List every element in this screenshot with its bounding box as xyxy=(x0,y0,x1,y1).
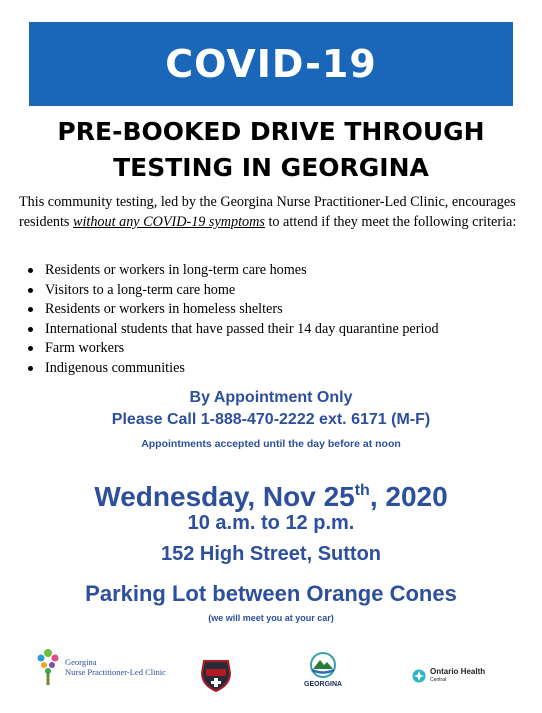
appointment-phone: Please Call 1-888-470-2222 ext. 6171 (M-F) xyxy=(111,411,431,428)
ontario-health-logo xyxy=(412,667,485,685)
np-clinic-line-1: Georgina xyxy=(65,657,97,667)
intro-paragraph xyxy=(19,192,524,232)
np-clinic-text xyxy=(65,657,166,677)
event-time: 10 a.m. to 12 p.m. xyxy=(187,512,355,534)
criteria-list xyxy=(19,261,529,379)
event-date-year: , 2020 xyxy=(369,481,448,512)
event-address: 152 High Street, Sutton xyxy=(160,543,382,565)
intro-part-1: This community testing, led by the Georgina Nurse Practitioner-Led Clinic, encourages residents xyxy=(19,194,516,230)
list-item: Indigenous communities xyxy=(19,359,529,379)
paramedic-badge-icon xyxy=(200,659,232,693)
list-item: Farm workers xyxy=(19,339,529,359)
tree-people-icon xyxy=(34,647,62,687)
ontario-health-region: Central xyxy=(430,677,447,683)
event-date-main: Wednesday, Nov 25 xyxy=(94,481,355,512)
headline-line-1: PRE-BOOKED DRIVE THROUGH xyxy=(57,117,485,146)
event-date xyxy=(0,473,542,515)
ontario-health-text xyxy=(430,667,485,685)
np-clinic-logo xyxy=(34,647,166,687)
ontario-health-name: Ontario Health xyxy=(430,667,486,676)
covid-banner xyxy=(29,22,513,106)
headline-line-2: TESTING IN GEORGINA xyxy=(113,153,429,182)
list-item: International students that have passed their 14 day quarantine period xyxy=(19,320,529,340)
list-item: Residents or workers in long-term care homes xyxy=(19,261,529,281)
event-parking: Parking Lot between Orange Cones xyxy=(85,581,457,606)
list-item: Residents or workers in homeless shelters xyxy=(19,300,529,320)
logo-row xyxy=(0,645,542,705)
town-of-georgina-logo xyxy=(304,651,342,688)
paramedic-logo xyxy=(200,659,232,693)
town-name: GEORGINA xyxy=(304,681,343,688)
list-item: Visitors to a long-term care home xyxy=(19,281,529,301)
np-clinic-line-2: Nurse Practitioner-Led Clinic xyxy=(65,667,166,677)
appointment-deadline: Appointments accepted until the day before at noon xyxy=(141,438,401,450)
appointment-only: By Appointment Only xyxy=(189,389,353,406)
intro-part-2: to attend if they meet the following criteria: xyxy=(264,214,517,230)
intro-emphasis: without any COVID-19 symptoms xyxy=(72,214,265,230)
banner-title: COVID-19 xyxy=(165,42,377,86)
georgina-emblem-icon xyxy=(308,651,338,679)
event-note: (we will meet you at your car) xyxy=(208,613,334,623)
event-date-suffix: th xyxy=(354,482,370,499)
trillium-icon xyxy=(412,669,426,683)
